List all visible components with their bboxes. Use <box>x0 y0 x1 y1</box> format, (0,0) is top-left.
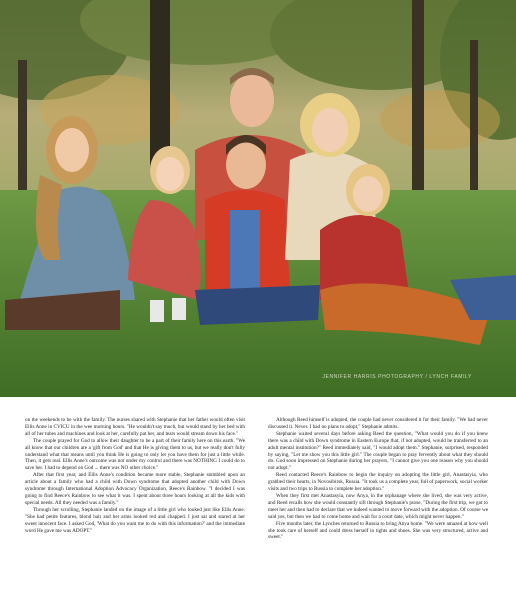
paragraph: Reed contacted Reece's Rainbow to begin the inquiry on adopting the little girl, Anastasyia, who grabbed their hearts, in Novosibirsk, Russia. "It took us a complete year, full of paperwork, social worker visits and two trips to Russia to complete her adoption." <box>268 472 488 493</box>
paragraph: After that first year, and Ellis Anne's condition became more stable, Stephanie stumbled upon an article about a family who had a child with Down syndrome that adopted another child with Down syndrome through International Adoption Advocacy Organization, Reece's Rainbow. "I decided I was going to find Reece's Rainbow to see what it was. I spent about three hours looking at all the kids with special needs. All they needed was a family." <box>25 472 245 506</box>
article-column-left <box>25 417 245 534</box>
photo-credit: JENNIFER HARRIS PHOTOGRAPHY / LYNCH FAMILY <box>322 374 472 380</box>
tree-trunk <box>150 0 170 170</box>
paragraph: on the weekends to be with the family. The nurses shared with Stephanie that her father would often visit Ellis Anne in CVICU in the wee morning hours. "He wouldn't say much, but would stand by her bed with all of her tubes and machines and look at her, carefully pat her, and tears would stream down his face." <box>25 417 245 437</box>
paragraph: Stephanie waited several days before asking Reed the question, "What would you do if you knew there was a child with Down syndrome in Eastern Europe that, if not adopted, would be transferred to an adult mental institution?" Reed immediately said, "I would adopt them." Stephanie, surprised, responded by saying, "Let me show you this little girl." The couple began to pray fervently about what they should do. God soon impressed on Stephanie during her prayers, "I cannot give you one reason why you should not adopt." <box>268 430 488 472</box>
paragraph: When they first met Anastasyia, now Anya, in the orphanage where she lived, she was very active, and Reed recalls how she would constantly sift through Stephanie's purse. "During the first trip, we got to meet her and then had to declare that we indeed wanted to move forward with the adoption. Of course we said yes, but then we had to come home and wait for a court date, which might never happen." <box>268 492 488 520</box>
tree-trunk <box>470 40 478 210</box>
tree-trunk <box>412 0 424 190</box>
paragraph: The couple prayed for God to allow their daughter to be a part of their family here on this earth. "We all know that our children are a 'gift from God' and that He is giving them to us, but we really don't fully understand what that means until you think He is going to only let you have them for just a little while. Then, it gets real. Ellis Anne's outcome was not under my control and there was NOTHING I could do to save her. I had to depend on God ... there was NO other choice." <box>25 437 245 472</box>
article-column-right <box>268 417 488 541</box>
paragraph: Although Reed himself is adopted, the couple had never considered it for their family. "We had never discussed it. Never. I had no plans to adopt," Stephanie admits. <box>268 417 488 430</box>
tree-trunk <box>18 60 27 200</box>
paragraph: Five months later, the Lynches returned to Russia to bring Anya home. "We were amazed at how well she took care of herself and could dress herself in tights and shoes. She was very structured, active and sweet." <box>268 520 488 541</box>
paragraph: Through her scrolling, Stephanie landed on the image of a little girl who looked just like Ellis Anne. "She had petite features, blond hair and her arms looked red and chapped. I just sat and stared at her sweet innocent face. I asked God, 'What do you want me to do with this information?' and the immediate word He gave me was ADOPT." <box>25 506 245 534</box>
